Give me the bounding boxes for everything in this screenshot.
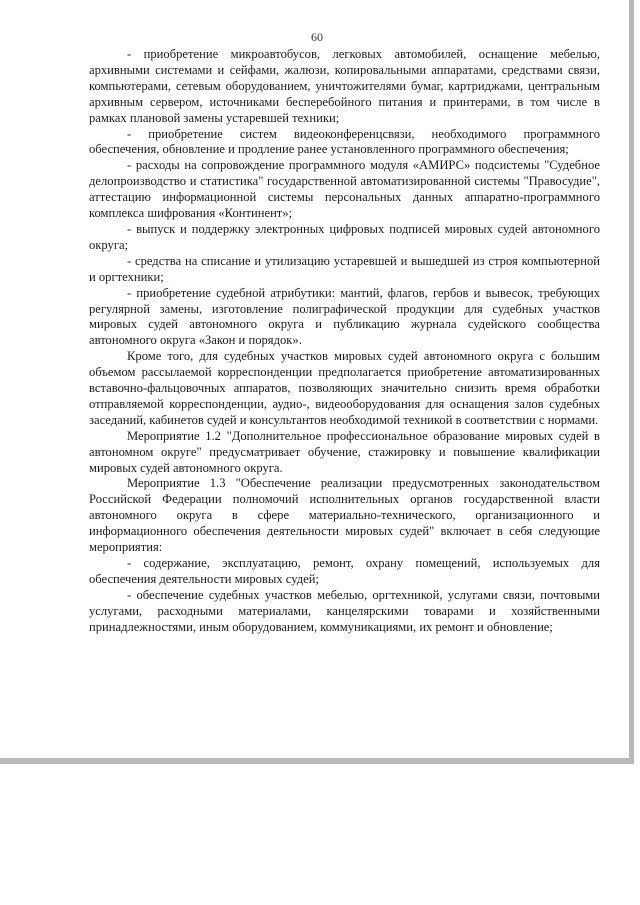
paragraph: - приобретение систем видеоконференцсвязи, необходимого программного обеспечения, обновление и продление ранее установленного программного обеспечения; bbox=[89, 126, 600, 157]
paragraph: - содержание, эксплуатацию, ремонт, охрану помещений, используемых для обеспечения деятельности мировых судей; bbox=[89, 556, 600, 586]
paragraph: - приобретение микроавтобусов, легковых автомобилей, оснащение мебелью, архивными системами и сейфами, жалюзи, копировальными аппаратами, средствами связи, компьютерами, сетевым оборудованием, уничтожителями бумаг, картриджами, центральным архивным сервером, источниками бесперебойного питания и принтерами, в том числе в рамках плановой замены устаревшей техники; bbox=[89, 47, 600, 125]
paragraph: - обеспечение судебных участков мебелью, оргтехникой, услугами связи, почтовыми услугами, расходными материалами, канцелярскими товарами и хозяйственными принадлежностями, иным оборудованием, коммуникациями, их ремонт и обновление; bbox=[89, 587, 600, 634]
paragraph: - приобретение судебной атрибутики: мантий, флагов, гербов и вывесок, требующих регулярной замены, изготовление полиграфической продукции для судебных участков мировых судей автономного округа и публикацию журнала судейского сообщества автономного округа «Закон и порядок». bbox=[89, 285, 600, 348]
paragraph: - средства на списание и утилизацию устаревшей и вышедшей из строя компьютерной и оргтехники; bbox=[89, 253, 600, 284]
paragraph: Мероприятие 1.3 "Обеспечение реализации предусмотренных законодательством Российской Федерации полномочий исполнительных органов государственной власти автономного округа в сфере материально-технического, организационного и информационного обеспечения деятельности мировых судей" включает в себя следующие мероприятия: bbox=[89, 476, 600, 555]
page-number: 60 bbox=[311, 30, 323, 44]
paragraph: - расходы на сопровождение программного модуля «АМИРС» подсистемы "Судебное делопроизводство и статистика" государственной автоматизированной системы "Правосудие", аттестацию информационной системы персональных данных аппаратно-программного комплекса шифрования «Континент»; bbox=[89, 158, 600, 221]
paragraph: Мероприятие 1.2 "Дополнительное профессиональное образование мировых судей в автономном округе" предусматривает обучение, стажировку и повышение квалификации мировых судей автономного округа. bbox=[89, 428, 600, 475]
paragraph: Кроме того, для судебных участков мировых судей автономного округа с большим объемом рассылаемой корреспонденции предполагается приобретение автоматизированных вставочно-фальцовочных аппаратов, позволяющих значительно снизить время обработки отправляемой корреспонденции, аудио-, видеооборудования для оснащения залов судебных заседаний, кабинетов судей и консультантов необходимой техникой в соответствии с нормами. bbox=[89, 349, 600, 427]
paragraph: - выпуск и поддержку электронных цифровых подписей мировых судей автономного округа; bbox=[89, 221, 600, 252]
document-body bbox=[89, 47, 600, 636]
